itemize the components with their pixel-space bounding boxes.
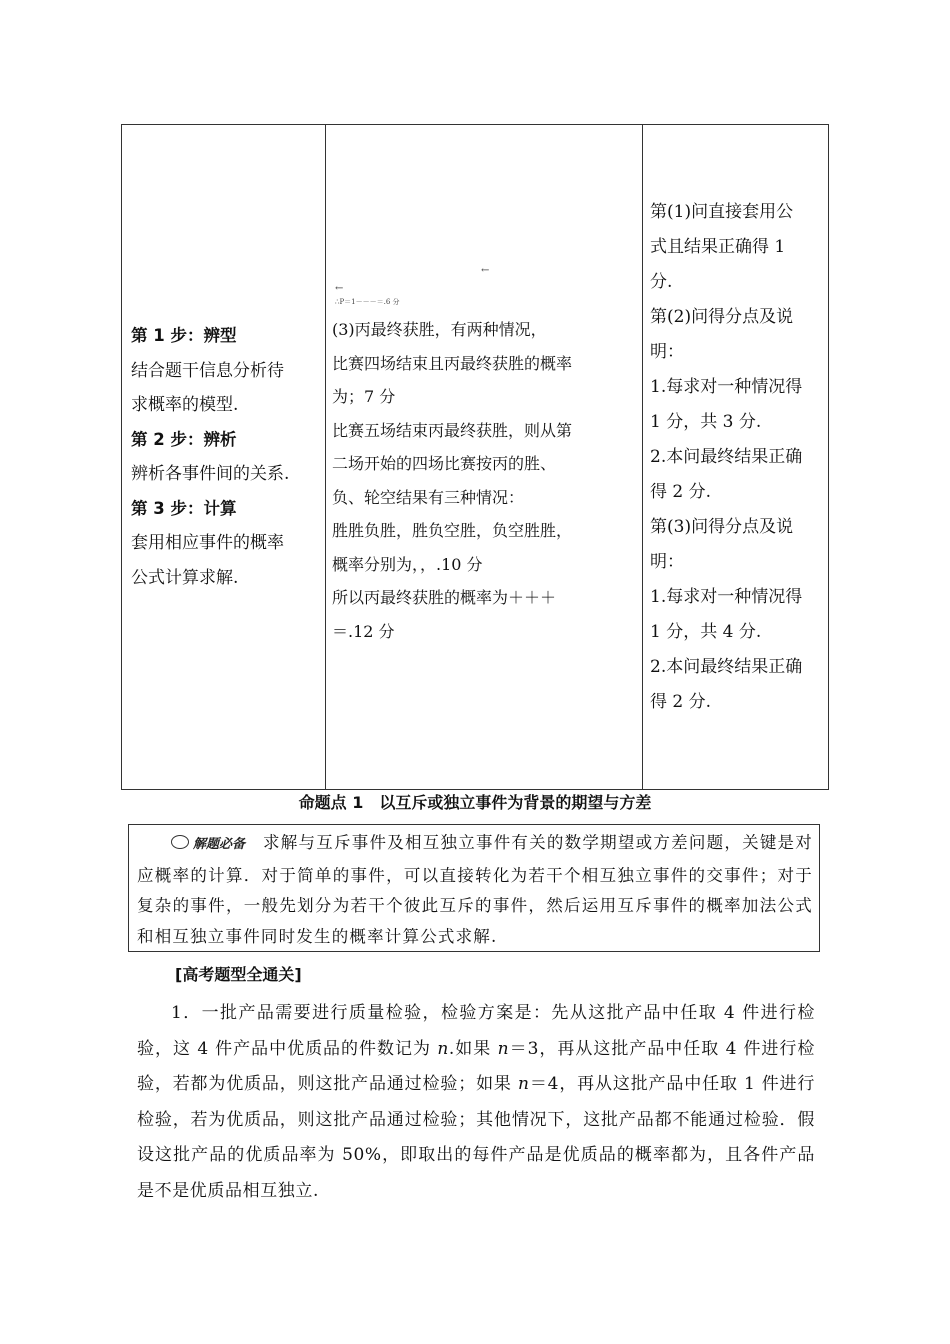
tip-badge [171,830,245,861]
scoring-line: 分. [650,272,673,292]
step-3-title: 第 3 步：计算 [131,498,237,518]
scoring-line: 1.每求对一种情况得 [650,587,803,607]
scoring-line: 得 2 分. [650,482,712,502]
scoring-line: 1.每求对一种情况得 [650,377,803,397]
solution-line: ＝.12 分 [332,621,395,641]
step-text: 结合题干信息分析待 [131,360,284,381]
problem-text: ＝4，再从这批产品中任取 1 件进行检验，若为优质品，则这批产品通过检验；其他情况下，这批产品都不能通过检验．假设这批产品的优质品率为 50%，即取出的每件产品是优质品的概率都为，且各件产品是不是优质品相互独立. [137,1074,815,1201]
scoring-line: 2.本问最终结果正确 [650,447,803,467]
section-title: 命题点 1 以互斥或独立事件为背景的期望与方差 [298,793,652,812]
column-divider [642,125,643,789]
solution-line: 为；7 分 [332,387,396,406]
scoring-line: 明： [650,552,684,572]
solution-line: 二场开始的四场比赛按丙的胜、 [332,454,557,473]
arrow-mark: ← [481,265,490,276]
scoring-line: 明： [650,342,684,362]
solution-table [121,124,829,790]
column-divider [325,125,326,789]
problem-text: ＝3，再从这批产品中任取 4 件进行检验，若都为优质品，则这批产品通过检验；如果 [137,1038,815,1094]
problem-paragraph [137,996,815,1209]
variable: n [518,1074,530,1094]
solution-line: 比赛四场结束且丙最终获胜的概率 [332,353,573,373]
scoring-line: 得 2 分. [650,692,712,712]
scoring-line: 1 分，共 3 分. [650,412,762,432]
step-1-title: 第 1 步：辨型 [131,326,237,345]
tip-text: 求解与互斥事件及相互独立事件有关的数学期望或方差问题，关键是对应概率的计算．对于简单的事件，可以直接转化为若干个相互独立事件的交事件；对于复杂的事件，一般先划分为若干个彼此互斥的事件，然后运用互斥事件的概率加法公式和相互独立事件同时发生的概率计算公式求解. [137,833,813,946]
solution-line: 负、轮空结果有三种情况： [332,487,525,507]
scoring-line: 第(2)问得分点及说 [650,307,794,327]
variable: n [437,1038,449,1059]
scoring-line: 第(3)问得分点及说 [650,517,794,537]
scoring-line: 1 分，共 4 分. [650,622,762,642]
problem-text: 1．一批产品需要进行质量检验，检验方案是：先从这批产品中任取 4 件进行检验，这 4 件产品中优质品的件数记为 [137,1003,815,1059]
tip-box [128,824,820,952]
scoring-line: 式且结果正确得 1 [650,237,786,257]
solution-line: 所以丙最终获胜的概率为＋＋＋ [332,588,557,607]
badge-icon [171,835,189,849]
solution-line: (3)丙最终获胜，有两种情况， [332,320,547,339]
step-text: 套用相应事件的概率 [131,533,284,553]
scoring-line: 第(1)问直接套用公 [650,202,794,222]
arrow-mark: ← [335,283,344,294]
tip-badge-label: 解题必备 [193,837,246,852]
step-text: 公式计算求解. [131,567,239,588]
variable: n [497,1038,510,1059]
scoring-column [650,195,822,720]
step-text: 求概率的模型. [131,395,239,415]
formula-fragment: ∴P＝1－－－＝.6 分 [335,298,400,306]
steps-column [131,319,321,595]
step-2-title: 第 2 步：辨析 [131,429,237,449]
solution-line: 概率分别为，，.10 分 [332,554,483,574]
solution-lines [332,313,628,648]
step-text: 辨析各事件间的关系. [131,464,290,484]
solution-line: 胜胜负胜，胜负空胜，负空胜胜， [332,521,573,540]
problem-text: .如果 [448,1038,498,1059]
scoring-line: 2.本问最终结果正确 [650,657,803,677]
subheading: [高考题型全通关] [175,965,302,984]
solution-line: 比赛五场结束丙最终获胜，则从第 [332,420,573,440]
